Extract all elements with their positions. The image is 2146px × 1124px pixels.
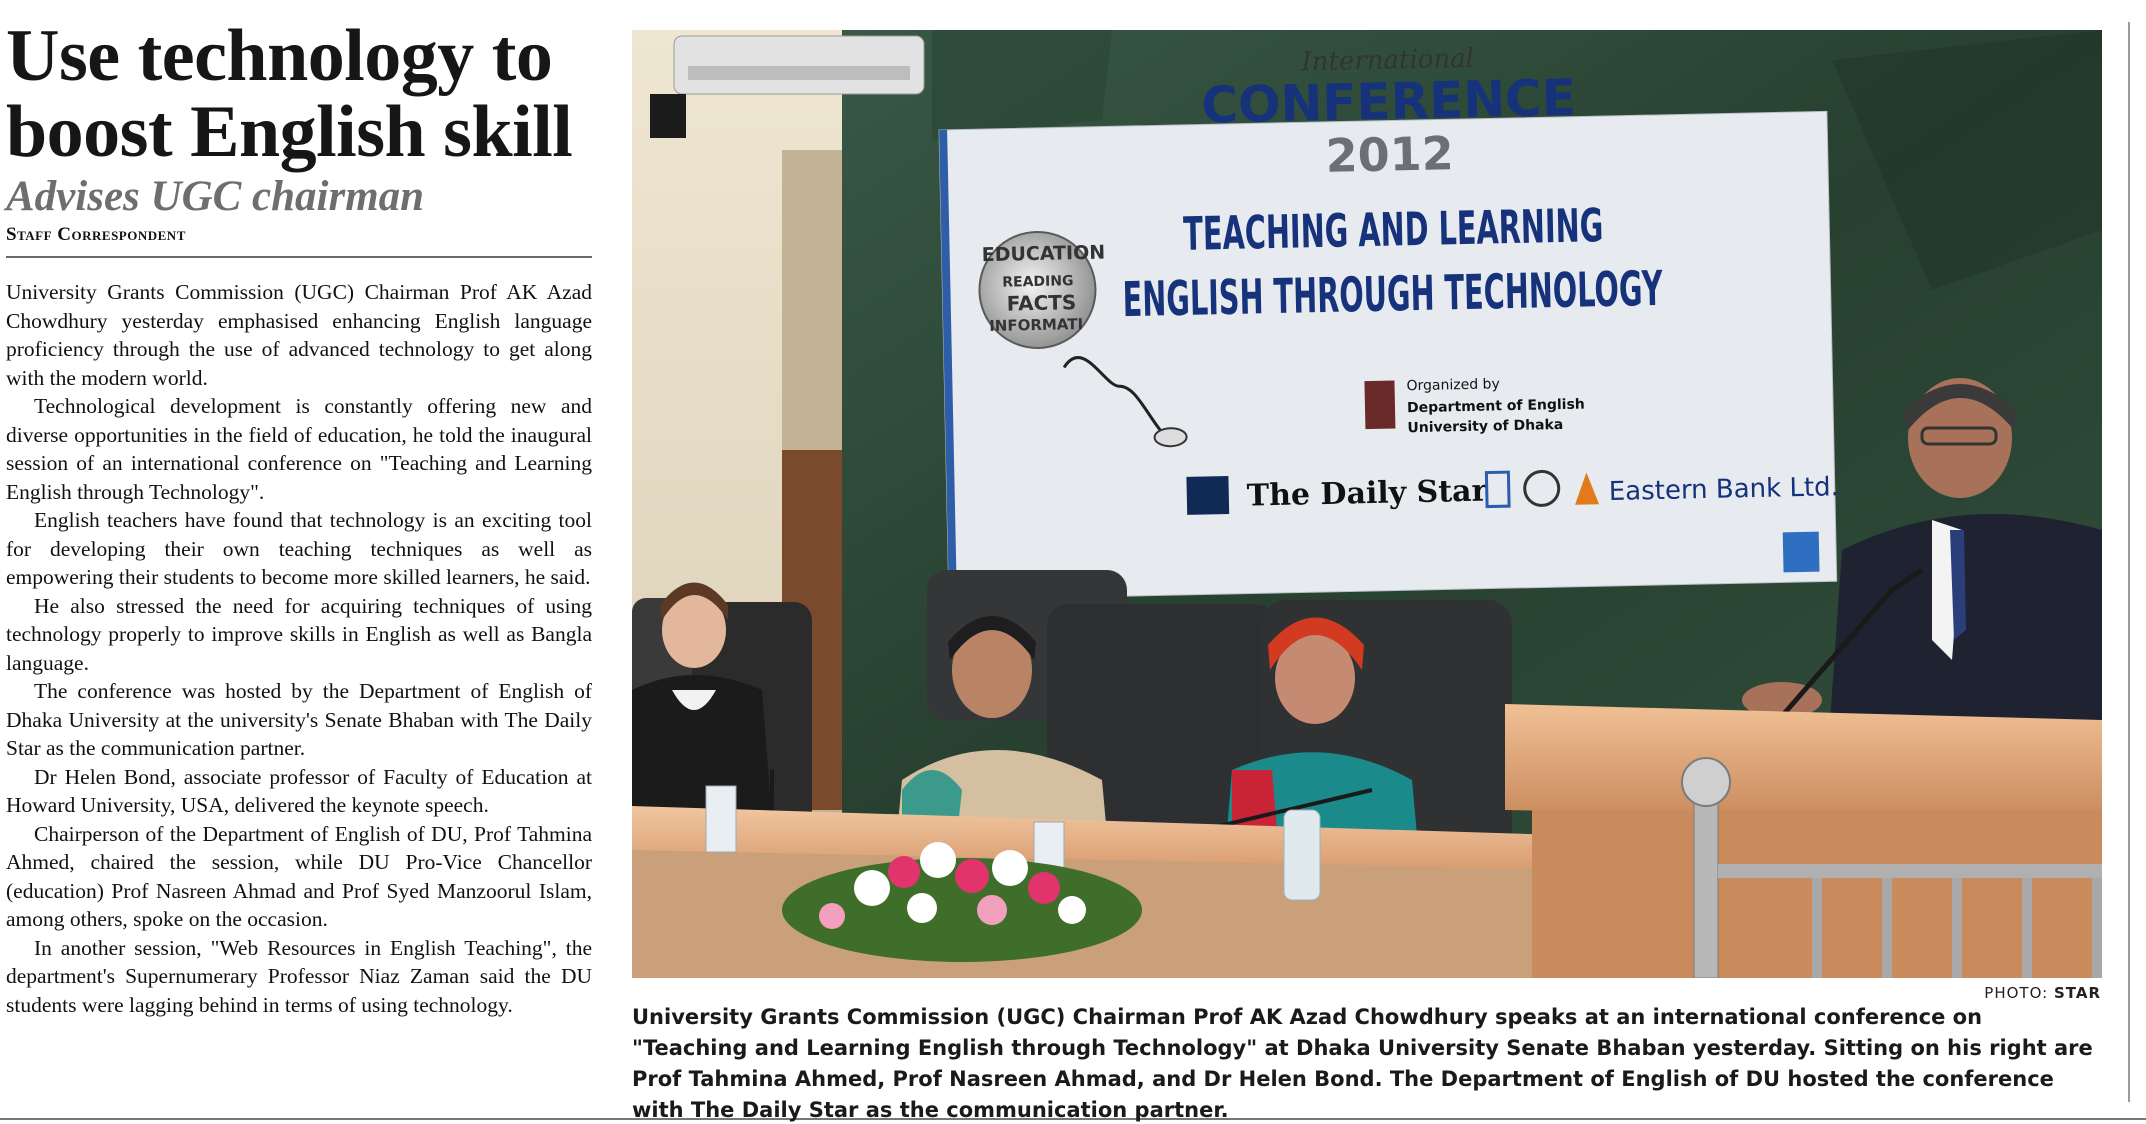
banner-script-title: International xyxy=(1301,43,1475,78)
paragraph: The conference was hosted by the Department of English of Dhaka University at the university's Senate Bhaban with The Daily Star as the communication partner. xyxy=(6,679,592,760)
headline: Use technology to boost English skill xyxy=(6,15,573,173)
paragraph: He also stressed the need for acquiring techniques of using technology properly to improve skills in English as well as Bangla language. xyxy=(6,593,592,675)
banner-year: 2012 xyxy=(1325,126,1455,183)
globe-word: INFORMATI xyxy=(989,315,1084,335)
paragraph: In another session, "Web Resources in English Teaching", the department's Supernumerary Professor Niaz Zaman said the DU students were lagging behind in terms of using technology. xyxy=(6,935,592,1017)
banner-line1: TEACHING AND LEARNING xyxy=(1182,192,1856,261)
photo-caption: University Grants Commission (UGC) Chairman Prof AK Azad Chowdhury speaks at an international conference on "Teaching and Learning English through Technology" at Dhaka University Senate Bhaban yesterday. Sitting on his right are Prof Tahmina Ahmed, Prof Nasreen Ahmad, and Dr Helen Bond. The Department of English of DU hosted the conference with The Daily Star as the communication partner. xyxy=(632,1005,2093,1122)
banner-cloth xyxy=(939,111,2026,599)
wall-speaker xyxy=(650,94,686,138)
paragraph: University Grants Commission (UGC) Chairman Prof AK Azad Chowdhury yesterday emphasised enhancing English language proficiency through the use of advanced technology to get along with the modern world. xyxy=(6,280,592,390)
banner-corner-square xyxy=(1783,532,1820,573)
paragraph: Dr Helen Bond, associate professor of Faculty of Education at Howard University, USA, delivered the keynote speech. xyxy=(6,764,592,817)
sponsor-logo xyxy=(1186,476,1229,515)
photo-credit-label: PHOTO: xyxy=(1984,984,2049,1002)
sponsor-newspaper: The Daily Star xyxy=(1246,473,1488,514)
globe-word: READING xyxy=(1002,273,1074,291)
air-conditioner-vent xyxy=(688,66,910,80)
globe-word: FACTS xyxy=(1006,290,1077,316)
globe-word: EDUCATION xyxy=(981,241,1106,267)
paragraph: Technological development is constantly offering new and diverse opportunities in the field of education, he told the inaugural session of an international conference on "Teaching and Learning English through Technology". xyxy=(6,394,592,504)
paragraph: Chairperson of the Department of English of DU, Prof Tahmina Ahmed, chaired the session, while DU Pro-Vice Chancellor (education) Prof Nasreen Ahmad and Prof Syed Manzoorul Islam, among others, spoke on the occasion. xyxy=(6,821,592,931)
article-body xyxy=(6,278,592,1019)
dhaka-university-logo xyxy=(1364,380,1395,429)
photo-credit-source: STAR xyxy=(2053,984,2101,1002)
air-conditioner xyxy=(674,36,924,94)
water-bottle xyxy=(1284,810,1320,900)
water-glass xyxy=(706,786,736,852)
news-photo xyxy=(632,30,2102,978)
sponsor-bank: Eastern Bank Ltd. xyxy=(1608,472,1840,508)
organized-by: Organized by xyxy=(1406,376,1500,395)
podium-top xyxy=(1505,704,2102,820)
subhead: Advises UGC chairman xyxy=(6,173,425,220)
byline: Staff Correspondent xyxy=(6,224,592,258)
banner-line2: ENGLISH THROUGH TECHNOLOGY xyxy=(1122,253,2026,329)
mouse-icon xyxy=(1154,428,1186,447)
column-divider xyxy=(2128,22,2130,1102)
paragraph: English teachers have found that technology is an exciting tool for developing their own teaching techniques as well as empowering their students to become more skilled learners, he said. xyxy=(6,508,592,589)
photo-credit xyxy=(1984,984,2101,1002)
banner-title: CONFERENCE xyxy=(1200,68,1577,135)
conference-photo-illustration xyxy=(632,30,2102,978)
article xyxy=(6,15,592,1019)
organizer-university: University of Dhaka xyxy=(1407,416,1564,437)
organizer-department: Department of English xyxy=(1406,396,1585,417)
